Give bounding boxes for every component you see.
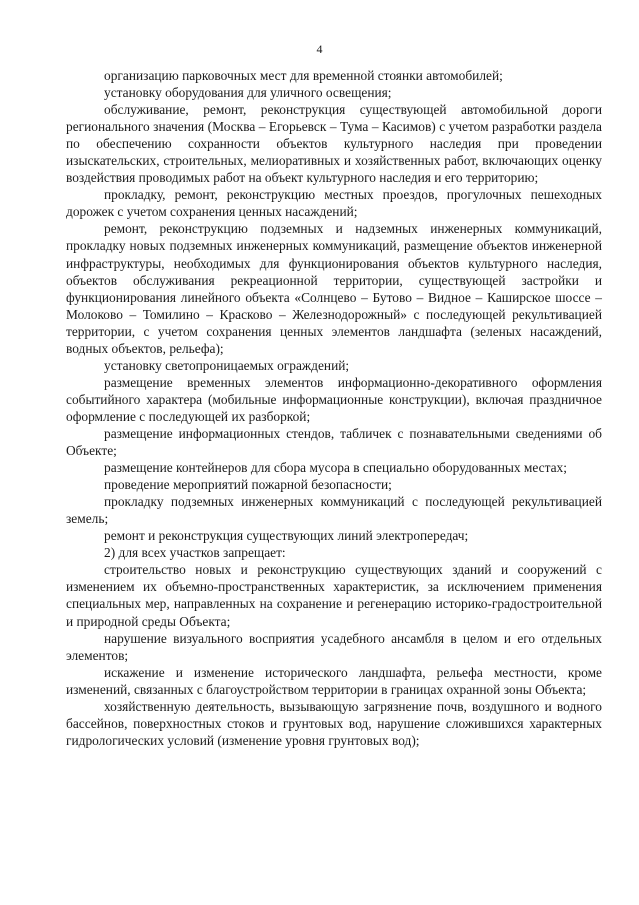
paragraph: обслуживание, ремонт, реконструкция существующей автомобильной дороги регионального значения (Москва – Егорьевск – Тума – Касимов) с учетом разработки раздела по обеспечению сохранности объектов культурного наследия при проведении изыскательских, строительных, мелиоративных и хозяйственных работ, включающих оценку воздействия проводимых работ на объект культурного наследия и его территорию; [66, 102, 602, 186]
paragraph: 2) для всех участков запрещает: [104, 545, 286, 561]
paragraph: размещение временных элементов информационно-декоративного оформления событийного характера (мобильные информационные конструкции), включая праздничное оформление с последующей их разборкой; [66, 374, 602, 424]
page-number: 4 [316, 42, 323, 56]
paragraph: прокладку подземных инженерных коммуникаций с последующей рекультивацией земель; [66, 494, 602, 527]
paragraph: размещение информационных стендов, табличек с познавательными сведениями об Объекте; [66, 425, 602, 459]
paragraph: хозяйственную деятельность, вызывающую загрязнение почв, воздушного и водного бассейнов, поверхностных стоков и грунтовых вод, нарушение сложившихся характерных гидрологических условий (изменение уровня грунтовых вод); [66, 698, 602, 748]
paragraph: ремонт и реконструкция существующих линий электропередач; [104, 528, 469, 544]
paragraph: искажение и изменение исторического ландшафта, рельефа местности, кроме изменений, связанных с благоустройством территории в границах охранной зоны Объекта; [66, 664, 602, 697]
paragraph: размещение контейнеров для сбора мусора в специально оборудованных местах; [104, 460, 567, 476]
paragraph: установку светопроницаемых ограждений; [104, 357, 350, 373]
paragraph: проведение мероприятий пожарной безопасности; [104, 477, 392, 493]
paragraph: ремонт, реконструкцию подземных и надземных инженерных коммуникаций, прокладку новых подземных инженерных коммуникаций, размещение объектов инженерной инфраструктуры, необходимых для функционирования объектов культурного наследия, объектов обслуживания рекреационной территории, существующей застройки и функционирования линейного объекта «Солнцево – Бутово – Видное – Каширское шоссе – Молоково – Томилино – Красково – Железнодорожный» с последующей рекультивацией территории, с учетом сохранения ценных элементов ландшафта (зеленых насаждений, водных объектов, рельефа); [66, 221, 602, 356]
paragraph: строительство новых и реконструкцию существующих зданий и сооружений с изменением их объемно-пространственных характеристик, за исключением применения специальных мер, направленных на сохранение и регенерацию историко-градостроительной и природной среды Объекта; [66, 562, 602, 629]
document-body [66, 67, 602, 749]
paragraph: организацию парковочных мест для временной стоянки автомобилей; [104, 68, 503, 83]
paragraph: установку оборудования для уличного освещения; [104, 85, 392, 101]
paragraph: прокладку, ремонт, реконструкцию местных проездов, прогулочных пешеходных дорожек с учетом сохранения ценных насаждений; [66, 187, 602, 220]
paragraph: нарушение визуального восприятия усадебного ансамбля в целом и его отдельных элементов; [66, 630, 602, 663]
